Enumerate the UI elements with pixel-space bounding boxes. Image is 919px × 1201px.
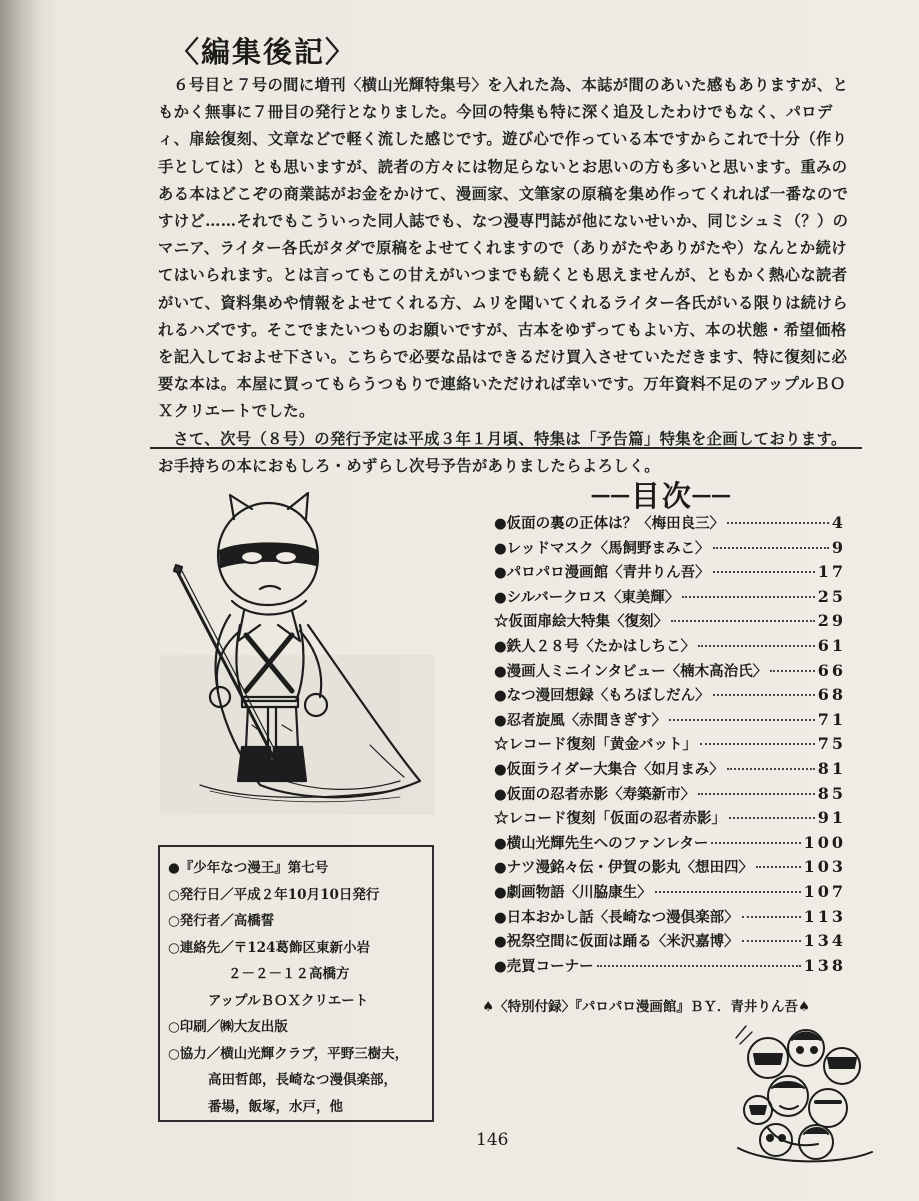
toc-entry-page: 138 — [803, 955, 846, 975]
editorial-body — [158, 72, 858, 480]
colophon-cooperation: ○協力／横山光輝クラブ，平野三樹夫， — [168, 1045, 409, 1062]
toc-leader-dots — [671, 619, 815, 622]
toc-entry-page: 85 — [817, 783, 846, 803]
toc-entry-page: 25 — [817, 586, 846, 606]
toc-entry — [494, 881, 846, 906]
toc-entry-page: 66 — [817, 660, 846, 680]
masked-hero-illustration — [160, 485, 440, 830]
toc-entry-title: ☆レコード復刻「黄金バット」 — [494, 736, 697, 754]
toc-entry — [494, 512, 846, 537]
toc-entry-page: 91 — [817, 808, 846, 828]
toc-entry-title: ●売買コーナー — [494, 957, 594, 975]
toc-entry-page: 71 — [817, 709, 846, 729]
toc-entry — [494, 610, 846, 635]
editorial-title: 〈編集後記〉 — [170, 35, 357, 69]
toc-leader-dots — [756, 865, 801, 868]
toc-entry-title: ●シルバークロス〈東美輝〉 — [494, 588, 680, 606]
toc-entry-page: 81 — [817, 758, 846, 778]
toc-entry — [494, 832, 846, 857]
character-group-illustration — [728, 1018, 878, 1168]
toc-entry-title: ●パロパロ漫画館〈青井りん吾〉 — [494, 564, 710, 582]
toc-entry-page: 113 — [803, 906, 846, 926]
toc-entry-title: ●仮面の裏の正体は？〈梅田良三〉 — [494, 515, 725, 532]
toc-entry-page: 61 — [817, 635, 846, 655]
table-of-contents — [494, 512, 846, 979]
toc-leader-dots — [669, 718, 815, 721]
colophon-title: ●『少年なつ漫王』第七号 — [168, 860, 329, 876]
toc-entry-title: ●祝祭空間に仮面は踊る〈米沢嘉博〉 — [494, 933, 739, 951]
editorial-paragraph-1: ６号目と７号の間に増刊〈横山光輝特集号〉を入れた為、本誌が間のあいた感もありますが、ともかく無事に７冊目の発行となりました。今回の特集も特に深く追及したわけでもなく、パロディ、扉絵復刻、文章などで軽く流した感じです。遊び心で作っている本ですからこれで十分（作り手としては）とも思いますが、読者の方々には物足らないとお思いの方も多いと思います。重みのある本はどこぞの商業誌がお金をかけて、漫画家、文筆家の原稿を集め作ってくれれば一番なのですけど……それでもこういった同人誌でも、なつ漫専門誌が他にないせいか、同じシュミ（？）のマニア、ライター各氏がタダで原稿をよせてくれますので（ありがたやありがたや）なんとか続けてはいられます。とは言ってもこの甘えがいつまでも続くとも思えませんが、ともかく熱心な読者がいて、資料集めや情報をよせてくれる方、ムリを聞いてくれるライター各氏がいる限りは続けられるハズです。そこでまたいつものお願いですが、古本をゆずってもよい方、本の状態・希望価格を記入しておよせ下さい。こちらで必要な品はできるだけ買入させていただきます、特に復刻に必要な本は。本屋に買ってもらうつもりで連絡いただければ幸いです。万年資料不足のアップルＢＯＸクリエートでした。 — [158, 76, 849, 421]
toc-entry-page: 103 — [803, 857, 846, 877]
toc-leader-dots — [729, 816, 815, 819]
toc-entry-title: ●仮面ライダー大集合〈如月まみ〉 — [494, 760, 724, 778]
toc-entry-title: ●レッドマスク〈馬飼野まみこ〉 — [494, 539, 710, 557]
toc-entry-title: ●ナツ漫銘々伝・伊賀の影丸〈想田四〉 — [494, 859, 754, 877]
toc-entry-title: ●忍者旋風〈赤間きぎす〉 — [494, 711, 667, 729]
colophon-contact-name: アップルＢＯＸクリエート — [208, 992, 369, 1009]
toc-leader-dots — [727, 521, 829, 524]
toc-leader-dots — [742, 939, 801, 942]
toc-leader-dots — [713, 546, 829, 549]
toc-entry-title: ☆レコード復刻「仮面の忍者赤影」 — [494, 810, 726, 828]
toc-leader-dots — [713, 693, 815, 696]
toc-entry-title: ●横山光輝先生へのファンレター — [494, 834, 709, 852]
toc-entry-title: ●漫画人ミニインタビュー〈楠木高治氏〉 — [494, 662, 768, 680]
toc-entry-page: 4 — [831, 513, 846, 532]
toc-leader-dots — [727, 767, 815, 770]
toc-entry — [494, 955, 846, 980]
colophon-publisher: ○発行者／高橋誓 — [168, 913, 275, 929]
editorial-paragraph-2: さて、次号（８号）の発行予定は平成３年１月頃、特集は「予告篇」特集を企画しております。お手持ちの本におもしろ・めずらし次号予告がありましたらよろしく。 — [158, 429, 847, 475]
toc-leader-dots — [770, 669, 815, 672]
colophon-contact-address: ２－２－１２高橋方 — [228, 966, 350, 982]
page-number: 146 — [476, 1130, 509, 1150]
toc-entry — [494, 906, 846, 931]
toc-entry — [494, 856, 846, 881]
colophon-printing: ○印刷／㈱大友出版 — [168, 1019, 288, 1035]
toc-entry-page: 9 — [831, 537, 846, 557]
toc-leader-dots — [713, 570, 815, 573]
toc-leader-dots — [597, 964, 801, 967]
toc-leader-dots — [655, 890, 801, 893]
section-divider — [150, 447, 862, 449]
toc-leader-dots — [682, 595, 814, 598]
toc-leader-dots — [698, 792, 815, 795]
toc-entry — [494, 660, 846, 685]
toc-entry — [494, 930, 846, 955]
colophon-publish-date: ○発行日／平成２年10月10日発行 — [168, 886, 380, 903]
toc-entry-title: ●鉄人２８号〈たかはしちこ〉 — [494, 637, 696, 655]
toc-entry — [494, 537, 846, 562]
colophon-cooperation-2: 高田哲郎，長崎なつ漫倶楽部， — [208, 1072, 397, 1088]
toc-entry-page: 75 — [817, 734, 846, 754]
toc-entry-page: 100 — [803, 832, 846, 852]
colophon-cooperation-3: 番場，飯塚，水戸，他 — [208, 1098, 343, 1115]
toc-entry — [494, 635, 846, 660]
toc-entry-page: 107 — [803, 881, 846, 901]
toc-entry-title: ☆仮面扉絵大特集〈復刻〉 — [494, 613, 668, 631]
toc-entry — [494, 709, 846, 734]
toc-entry — [494, 561, 846, 586]
toc-leader-dots — [698, 644, 815, 647]
special-supplement-note: ♠〈特別付録〉『パロパロ漫画館』ＢＹ．青井りん吾♠ — [482, 999, 810, 1015]
colophon-box — [158, 845, 434, 1122]
toc-leader-dots — [700, 742, 815, 745]
toc-entry — [494, 684, 846, 709]
toc-entry-title: ●日本おかし話〈長崎なつ漫倶楽部〉 — [494, 908, 739, 926]
toc-entry — [494, 807, 846, 832]
toc-entry-title: ●劇画物語〈川脇康生〉 — [494, 883, 652, 901]
toc-leader-dots — [742, 915, 801, 918]
toc-entry — [494, 758, 846, 783]
toc-entry-title: ●仮面の忍者赤影〈寿築新市〉 — [494, 785, 696, 803]
toc-heading: ──目次── — [592, 479, 732, 513]
toc-entry — [494, 586, 846, 611]
toc-entry-page: 68 — [817, 685, 846, 705]
binding-shadow — [0, 0, 40, 1201]
toc-leader-dots — [711, 841, 800, 844]
toc-entry-page: 17 — [817, 562, 846, 582]
toc-entry — [494, 733, 846, 758]
toc-entry-page: 29 — [817, 611, 846, 631]
colophon-contact: ○連絡先／〒124葛飾区東新小岩 — [168, 939, 370, 956]
toc-entry — [494, 783, 846, 808]
toc-entry-page: 134 — [803, 931, 846, 951]
toc-entry-title: ●なつ漫回想録〈もろぼしだん〉 — [494, 687, 710, 705]
